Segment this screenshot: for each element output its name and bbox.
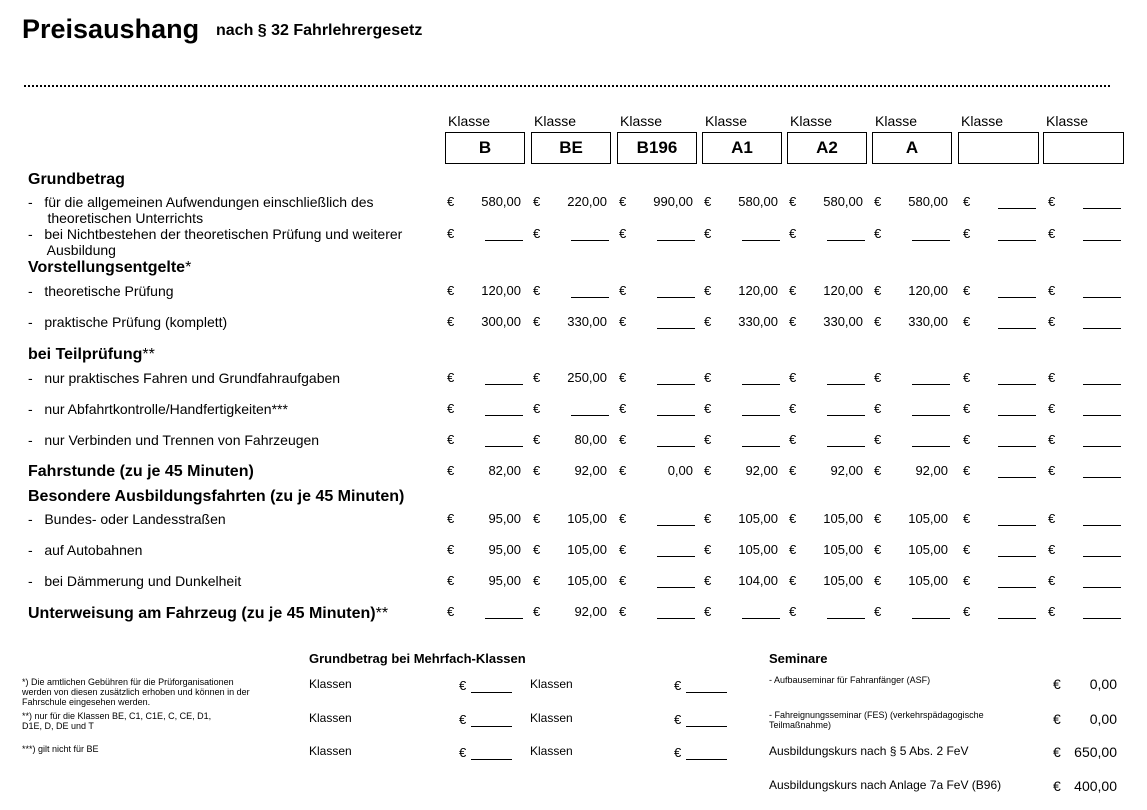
price-value: 330,00: [738, 314, 778, 329]
currency-sign: €: [1048, 283, 1056, 298]
currency-sign: €: [789, 226, 797, 241]
price-blank: [742, 618, 780, 619]
price-value: 990,00: [653, 194, 693, 209]
currency-sign: €: [789, 573, 797, 588]
price-blank: [657, 415, 695, 416]
price-blank: [998, 328, 1036, 329]
price-blank: [1083, 328, 1121, 329]
klasse-label: Klasse: [790, 113, 833, 129]
currency-sign: €: [533, 283, 541, 298]
price-value: 120,00: [481, 283, 521, 298]
currency-sign: €: [704, 511, 712, 526]
currency-sign: €: [619, 573, 627, 588]
klasse-box: BE: [531, 132, 611, 164]
currency-sign: €: [533, 314, 541, 329]
price-value: 120,00: [738, 283, 778, 298]
currency-sign: €: [619, 370, 627, 385]
currency-sign: €: [704, 314, 712, 329]
mehrfach-label: Klassen: [530, 711, 573, 725]
currency-sign: €: [674, 712, 682, 727]
price-value: 105,00: [823, 573, 863, 588]
section-title-text: Vorstellungsentgelte: [28, 259, 186, 276]
currency-sign: €: [447, 604, 455, 619]
price-blank: [485, 240, 523, 241]
currency-sign: €: [447, 283, 455, 298]
section-title-text: bei Teilprüfung: [28, 346, 143, 363]
currency-sign: €: [447, 463, 455, 478]
price-blank: [998, 446, 1036, 447]
price-value: 580,00: [908, 194, 948, 209]
price-value: 300,00: [481, 314, 521, 329]
row-label: - nur Verbinden und Trennen von Fahrzeugen: [28, 432, 320, 448]
price-blank: [1083, 240, 1121, 241]
currency-sign: €: [459, 712, 467, 727]
price-blank: [571, 297, 609, 298]
seminar-label: - Aufbauseminar für Fahranfänger (ASF): [769, 675, 931, 685]
mehrfach-blank: [686, 726, 727, 727]
currency-sign: €: [963, 370, 971, 385]
mehrfach-blank: [471, 726, 512, 727]
row-label: - Bundes- oder Landesstraßen: [28, 511, 226, 527]
price-blank: [998, 240, 1036, 241]
section-title: [28, 605, 388, 623]
currency-sign: €: [619, 226, 627, 241]
price-blank: [1083, 618, 1121, 619]
currency-sign: €: [789, 194, 797, 209]
currency-sign: €: [789, 283, 797, 298]
currency-sign: €: [619, 604, 627, 619]
price-blank: [1083, 446, 1121, 447]
mehrfach-label: Klassen: [530, 744, 573, 758]
price-blank: [1083, 587, 1121, 588]
price-value: 92,00: [915, 463, 948, 478]
price-value: 105,00: [823, 511, 863, 526]
price-blank: [1083, 477, 1121, 478]
seminar-value: 650,00: [1074, 744, 1117, 760]
price-blank: [571, 415, 609, 416]
currency-sign: €: [1048, 314, 1056, 329]
section-title-text: Fahrstunde (zu je 45 Minuten): [28, 463, 254, 480]
price-value: 105,00: [738, 511, 778, 526]
currency-sign: €: [447, 370, 455, 385]
price-blank: [998, 208, 1036, 209]
row-label: - praktische Prüfung (komplett): [28, 314, 228, 330]
currency-sign: €: [789, 432, 797, 447]
currency-sign: €: [874, 542, 882, 557]
currency-sign: €: [447, 314, 455, 329]
currency-sign: €: [963, 511, 971, 526]
currency-sign: €: [874, 194, 882, 209]
currency-sign: €: [789, 511, 797, 526]
currency-sign: €: [447, 401, 455, 416]
price-blank: [1083, 384, 1121, 385]
row-label: - nur praktisches Fahren und Grundfahraufgaben: [28, 370, 341, 386]
price-value: 105,00: [567, 511, 607, 526]
currency-sign: €: [674, 678, 682, 693]
price-blank: [485, 384, 523, 385]
currency-sign: €: [874, 401, 882, 416]
price-blank: [827, 446, 865, 447]
price-value: 105,00: [567, 542, 607, 557]
currency-sign: €: [447, 573, 455, 588]
price-blank: [742, 240, 780, 241]
currency-sign: €: [1048, 573, 1056, 588]
price-blank: [827, 415, 865, 416]
currency-sign: €: [789, 463, 797, 478]
price-blank: [657, 556, 695, 557]
price-value: 105,00: [908, 542, 948, 557]
currency-sign: €: [874, 432, 882, 447]
currency-sign: €: [874, 573, 882, 588]
seminar-label: Ausbildungskurs nach Anlage 7a FeV (B96): [769, 778, 1002, 792]
mehrfach-blank: [686, 692, 727, 693]
currency-sign: €: [1053, 744, 1061, 760]
price-blank: [912, 384, 950, 385]
currency-sign: €: [1048, 370, 1056, 385]
currency-sign: €: [874, 463, 882, 478]
currency-sign: €: [447, 194, 455, 209]
currency-sign: €: [963, 401, 971, 416]
currency-sign: €: [704, 573, 712, 588]
currency-sign: €: [704, 370, 712, 385]
currency-sign: €: [533, 401, 541, 416]
klasse-label: Klasse: [534, 113, 577, 129]
page-subtitle: nach § 32 Fahrlehrergesetz: [216, 22, 423, 39]
price-blank: [657, 240, 695, 241]
row-label: - theoretische Prüfung: [28, 283, 174, 299]
currency-sign: €: [874, 283, 882, 298]
price-blank: [657, 446, 695, 447]
price-value: 120,00: [908, 283, 948, 298]
currency-sign: €: [789, 604, 797, 619]
price-blank: [998, 384, 1036, 385]
price-blank: [657, 297, 695, 298]
currency-sign: €: [447, 511, 455, 526]
currency-sign: €: [704, 604, 712, 619]
price-value: 95,00: [488, 511, 521, 526]
price-value: 92,00: [574, 463, 607, 478]
price-value: 220,00: [567, 194, 607, 209]
klasse-box: A: [872, 132, 952, 164]
klasse-label: Klasse: [875, 113, 918, 129]
currency-sign: €: [704, 463, 712, 478]
price-blank: [998, 587, 1036, 588]
price-blank: [657, 384, 695, 385]
price-value: 330,00: [823, 314, 863, 329]
klasse-box: B: [445, 132, 525, 164]
page-title: Preisaushang: [22, 14, 200, 44]
seminar-value: 0,00: [1089, 711, 1117, 727]
row-label-continued: theoretischen Unterrichts: [28, 210, 204, 226]
currency-sign: €: [1048, 511, 1056, 526]
section-title-suffix: **: [142, 346, 155, 363]
price-blank: [657, 618, 695, 619]
row-label-continued: Ausbildung: [28, 242, 116, 258]
klasse-box: A2: [787, 132, 867, 164]
currency-sign: €: [619, 314, 627, 329]
currency-sign: €: [619, 401, 627, 416]
price-value: 92,00: [574, 604, 607, 619]
price-blank: [998, 477, 1036, 478]
price-value: 250,00: [567, 370, 607, 385]
row-label: - auf Autobahnen: [28, 542, 143, 558]
row-label: - bei Nichtbestehen der theoretischen Prüfung und weiterer: [28, 226, 403, 242]
currency-sign: €: [447, 432, 455, 447]
currency-sign: €: [963, 314, 971, 329]
currency-sign: €: [1048, 463, 1056, 478]
price-blank: [912, 446, 950, 447]
section-title-text: Unterweisung am Fahrzeug (zu je 45 Minuten): [28, 605, 376, 622]
price-blank: [998, 525, 1036, 526]
currency-sign: €: [533, 432, 541, 447]
price-value: 92,00: [830, 463, 863, 478]
price-blank: [1083, 525, 1121, 526]
currency-sign: €: [533, 542, 541, 557]
price-blank: [912, 618, 950, 619]
mehrfach-label: Klassen: [309, 711, 352, 725]
footnote-1: *) Die amtlichen Gebühren für die Prüforganisationen werden von diesen zusätzlich erhoben und können in der Fahrschule eingesehen werden.: [22, 677, 250, 707]
currency-sign: €: [704, 226, 712, 241]
price-blank: [912, 240, 950, 241]
mehrfach-blank: [471, 759, 512, 760]
mehrfach-label: Klassen: [309, 744, 352, 758]
currency-sign: €: [1053, 711, 1061, 727]
currency-sign: €: [1053, 676, 1061, 692]
price-blank: [1083, 208, 1121, 209]
price-value: 580,00: [738, 194, 778, 209]
section-title: [28, 171, 125, 189]
klasse-label: Klasse: [620, 113, 663, 129]
price-blank: [485, 446, 523, 447]
price-value: 580,00: [823, 194, 863, 209]
section-title: [28, 463, 254, 481]
currency-sign: €: [963, 542, 971, 557]
currency-sign: €: [704, 401, 712, 416]
mehrfach-label: Klassen: [309, 677, 352, 691]
currency-sign: €: [1048, 226, 1056, 241]
klasse-box: A1: [702, 132, 782, 164]
currency-sign: €: [874, 604, 882, 619]
currency-sign: €: [963, 463, 971, 478]
currency-sign: €: [619, 432, 627, 447]
currency-sign: €: [704, 194, 712, 209]
currency-sign: €: [1048, 604, 1056, 619]
currency-sign: €: [533, 511, 541, 526]
price-blank: [742, 415, 780, 416]
mehrfach-blank: [686, 759, 727, 760]
mehrfach-title: Grundbetrag bei Mehrfach-Klassen: [309, 651, 526, 666]
footnote-3: ***) gilt nicht für BE: [22, 744, 99, 754]
price-blank: [571, 240, 609, 241]
price-blank: [912, 415, 950, 416]
currency-sign: €: [963, 604, 971, 619]
seminar-label: Ausbildungskurs nach § 5 Abs. 2 FeV: [769, 744, 969, 758]
currency-sign: €: [874, 370, 882, 385]
currency-sign: €: [447, 542, 455, 557]
currency-sign: €: [1053, 778, 1061, 794]
price-value: 95,00: [488, 542, 521, 557]
price-blank: [1083, 297, 1121, 298]
seminare-title: Seminare: [769, 651, 828, 666]
currency-sign: €: [619, 511, 627, 526]
currency-sign: €: [1048, 194, 1056, 209]
price-value: 105,00: [908, 511, 948, 526]
price-blank: [742, 384, 780, 385]
footnote-2: **) nur für die Klassen BE, C1, C1E, C, CE, D1, D1E, D, DE und T: [22, 711, 212, 731]
currency-sign: €: [963, 283, 971, 298]
currency-sign: €: [1048, 401, 1056, 416]
price-blank: [742, 446, 780, 447]
klasse-label: Klasse: [448, 113, 491, 129]
price-value: 580,00: [481, 194, 521, 209]
price-value: 92,00: [745, 463, 778, 478]
klasse-box: B196: [617, 132, 697, 164]
klasse-box: [958, 132, 1039, 164]
seminar-value: 0,00: [1089, 676, 1117, 692]
currency-sign: €: [447, 226, 455, 241]
klasse-label: Klasse: [961, 113, 1004, 129]
currency-sign: €: [619, 542, 627, 557]
price-blank: [657, 525, 695, 526]
currency-sign: €: [619, 463, 627, 478]
klasse-box: [1043, 132, 1124, 164]
klasse-label: Klasse: [705, 113, 748, 129]
price-blank: [1083, 415, 1121, 416]
currency-sign: €: [874, 314, 882, 329]
currency-sign: €: [874, 511, 882, 526]
currency-sign: €: [533, 226, 541, 241]
price-value: 120,00: [823, 283, 863, 298]
section-title-text: Grundbetrag: [28, 171, 125, 188]
price-blank: [657, 328, 695, 329]
currency-sign: €: [963, 573, 971, 588]
row-label: - nur Abfahrtkontrolle/Handfertigkeiten***: [28, 401, 288, 417]
price-value: 105,00: [908, 573, 948, 588]
price-value: 95,00: [488, 573, 521, 588]
currency-sign: €: [533, 604, 541, 619]
currency-sign: €: [789, 370, 797, 385]
price-blank: [657, 587, 695, 588]
seminar-label: - Fahreignungsseminar (FES) (verkehrspädagogische Teilmaßnahme): [769, 710, 984, 730]
currency-sign: €: [963, 194, 971, 209]
currency-sign: €: [704, 283, 712, 298]
section-title: [28, 488, 404, 506]
price-blank: [485, 415, 523, 416]
currency-sign: €: [619, 194, 627, 209]
klasse-label: Klasse: [1046, 113, 1089, 129]
price-blank: [827, 384, 865, 385]
price-value: 0,00: [667, 463, 693, 478]
price-value: 104,00: [738, 573, 778, 588]
section-title: [28, 346, 155, 364]
dotted-divider: [24, 85, 1110, 87]
currency-sign: €: [533, 463, 541, 478]
section-title: [28, 259, 191, 277]
price-value: 105,00: [567, 573, 607, 588]
price-value: 105,00: [823, 542, 863, 557]
price-value: 82,00: [488, 463, 521, 478]
seminar-value: 400,00: [1074, 778, 1117, 794]
currency-sign: €: [789, 314, 797, 329]
price-blank: [998, 415, 1036, 416]
price-blank: [1083, 556, 1121, 557]
mehrfach-label: Klassen: [530, 677, 573, 691]
price-value: 80,00: [574, 432, 607, 447]
currency-sign: €: [674, 745, 682, 760]
section-title-suffix: *: [185, 259, 192, 276]
price-value: 330,00: [567, 314, 607, 329]
price-value: 105,00: [738, 542, 778, 557]
currency-sign: €: [1048, 432, 1056, 447]
price-blank: [998, 618, 1036, 619]
price-blank: [827, 240, 865, 241]
row-label: - bei Dämmerung und Dunkelheit: [28, 573, 242, 589]
section-title-text: Besondere Ausbildungsfahrten (zu je 45 Minuten): [28, 488, 405, 505]
currency-sign: €: [459, 745, 467, 760]
currency-sign: €: [533, 194, 541, 209]
currency-sign: €: [459, 678, 467, 693]
price-blank: [827, 618, 865, 619]
price-blank: [485, 618, 523, 619]
price-value: 330,00: [908, 314, 948, 329]
currency-sign: €: [619, 283, 627, 298]
currency-sign: €: [704, 542, 712, 557]
currency-sign: €: [533, 573, 541, 588]
currency-sign: €: [789, 401, 797, 416]
currency-sign: €: [789, 542, 797, 557]
currency-sign: €: [1048, 542, 1056, 557]
currency-sign: €: [963, 432, 971, 447]
section-title-suffix: **: [375, 605, 389, 622]
currency-sign: €: [963, 226, 971, 241]
row-label: - für die allgemeinen Aufwendungen einschließlich des: [28, 194, 374, 210]
price-blank: [998, 556, 1036, 557]
currency-sign: €: [704, 432, 712, 447]
price-blank: [998, 297, 1036, 298]
currency-sign: €: [533, 370, 541, 385]
mehrfach-blank: [471, 692, 512, 693]
currency-sign: €: [874, 226, 882, 241]
